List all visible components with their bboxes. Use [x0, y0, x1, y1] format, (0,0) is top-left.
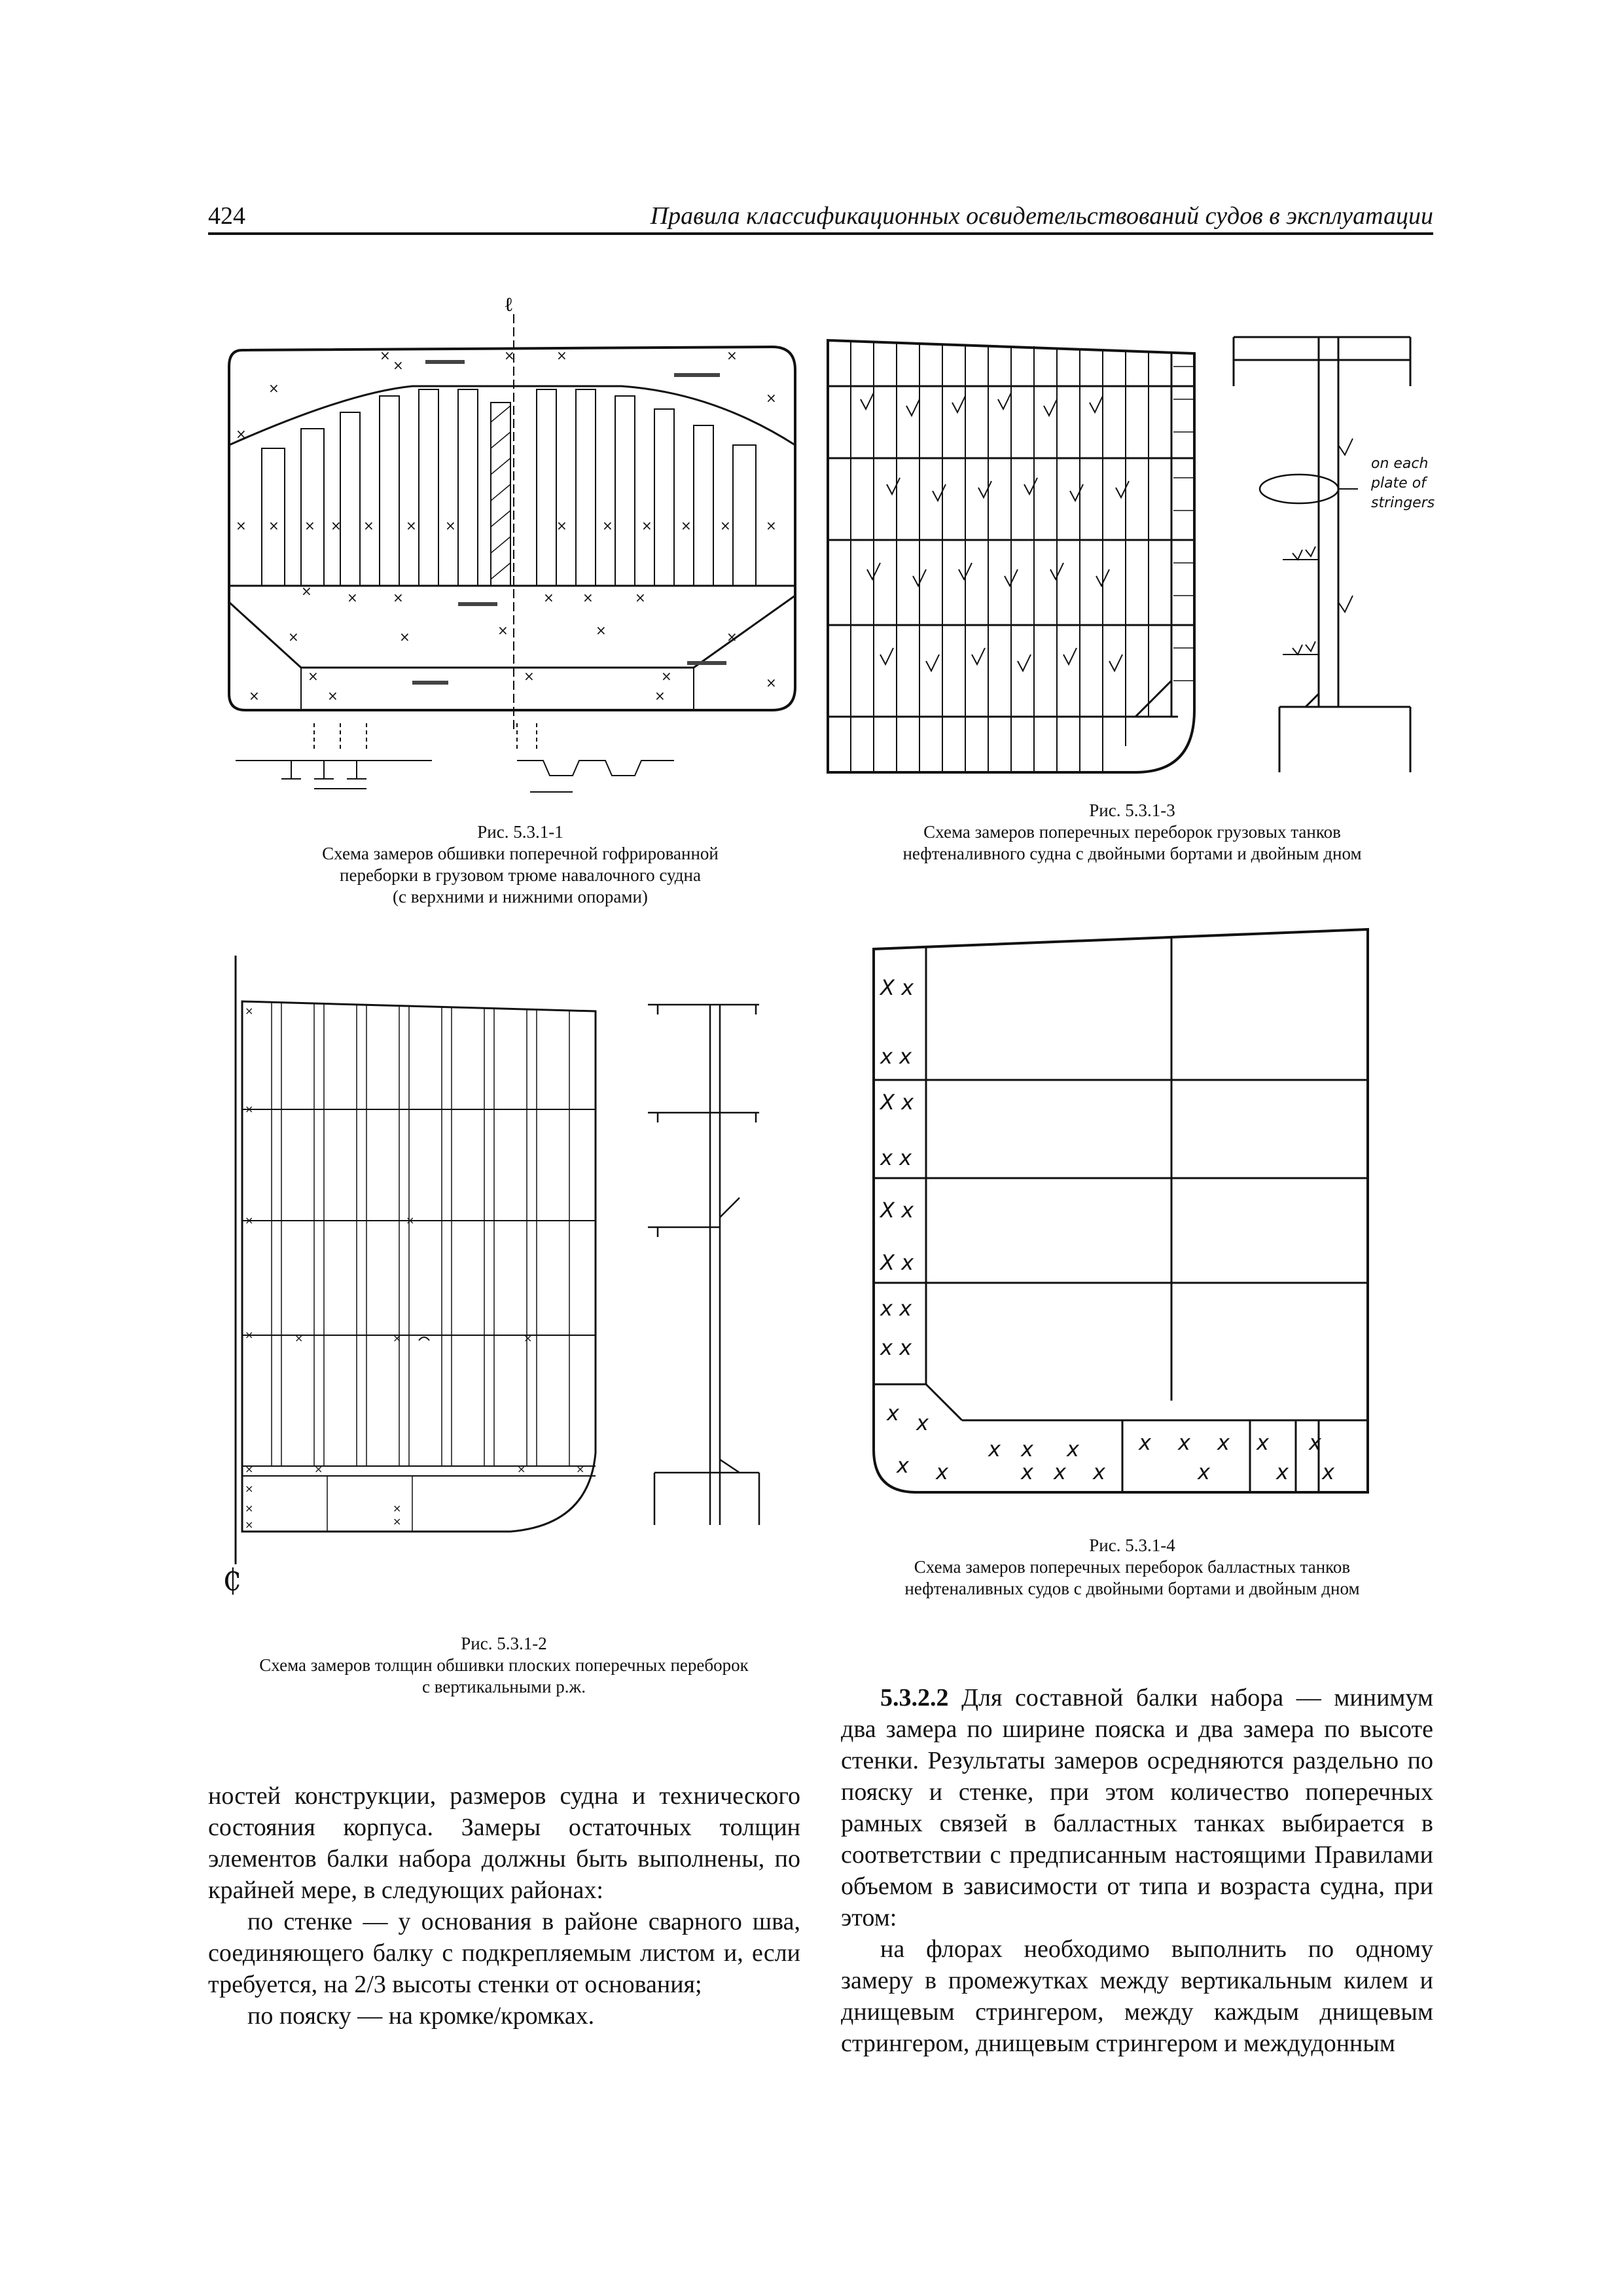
svg-text:×: × [641, 518, 652, 533]
svg-text:×: × [304, 518, 315, 533]
annotation-line: on each [1371, 456, 1429, 472]
svg-text:×: × [268, 518, 279, 533]
caption-line: Схема замеров толщин обшивки плоских поперечных переборок [259, 1655, 749, 1675]
svg-text:×: × [249, 688, 260, 704]
svg-text:×: × [766, 518, 777, 533]
svg-text:×: × [236, 426, 247, 442]
paragraph: по стенке — у основания в районе сварного шва, соединяющего балку с подкрепляемым листом и, если требуется, на 2/3 высоты стенки от основания; [208, 1908, 800, 1998]
svg-text:×: × [582, 590, 594, 605]
svg-text:×: × [236, 518, 247, 533]
svg-text:×: × [635, 590, 646, 605]
svg-text:Х х: Х х [880, 1198, 914, 1223]
svg-text:×: × [766, 390, 777, 406]
svg-text:×: × [393, 1332, 402, 1344]
svg-text:×: × [556, 518, 567, 533]
svg-text:×: × [363, 518, 374, 533]
caption-line: Схема замеров обшивки поперечной гофрированной [322, 844, 719, 863]
figure-5-3-1-4-caption [825, 1535, 1440, 1600]
figure-number: Рис. 5.3.1-1 [477, 822, 563, 842]
svg-text:х: х [916, 1410, 929, 1435]
figure-5-3-1-3 [821, 327, 1443, 785]
svg-text:×: × [654, 688, 666, 704]
svg-text:×: × [681, 518, 692, 533]
annotation-line: plate of [1371, 475, 1426, 492]
left-column-text [208, 1780, 800, 2032]
svg-text:х: х [1067, 1437, 1079, 1462]
svg-text:×: × [497, 622, 508, 638]
svg-text:Х х: Х х [880, 975, 914, 1000]
right-column-text [841, 1682, 1433, 2059]
caption-line: Схема замеров поперечных переборок грузовых танков [923, 822, 1341, 842]
svg-text:×: × [294, 1332, 304, 1344]
svg-text:×: × [406, 518, 417, 533]
paragraph: Для составной балки набора — минимум два замера по ширине пояска и два замера по высоте стенки. Результаты замеров осредняются раздельно по пояску и стенке, при этом количество поперечных рамных связей в балластных танках выбирается в соответствии с предписанным настоящими Правилами объемом в зависимости от типа и возраста судна, при этом: [841, 1684, 1433, 1931]
svg-text:×: × [576, 1463, 585, 1475]
svg-text:×: × [556, 348, 567, 363]
paragraph: по пояску — на кромке/кромках. [247, 2002, 595, 2030]
svg-text:х: х [897, 1453, 909, 1478]
svg-text:×: × [766, 675, 777, 691]
svg-text:×: × [245, 1103, 254, 1115]
svg-text:х: х [1093, 1460, 1105, 1484]
svg-text:×: × [399, 629, 410, 645]
svg-text:×: × [245, 1214, 254, 1227]
svg-text:Х х: Х х [880, 1250, 914, 1275]
svg-text:×: × [504, 348, 515, 363]
svg-text:×: × [524, 668, 535, 684]
caption-line: нефтеналивного судна с двойными бортами и двойным дном [902, 844, 1362, 863]
svg-text:×: × [347, 590, 358, 605]
svg-text:Х х: Х х [880, 1090, 914, 1115]
svg-text:х: х [1139, 1430, 1151, 1455]
figure-5-3-1-4 [864, 916, 1374, 1505]
svg-text:×: × [661, 668, 672, 684]
svg-text:×: × [314, 1463, 323, 1475]
svg-text:×: × [406, 1214, 415, 1227]
figure-5-3-1-2-caption [196, 1633, 812, 1698]
svg-text:×: × [726, 629, 738, 645]
annotation-line: stringers [1371, 495, 1435, 511]
svg-text:×: × [524, 1332, 533, 1344]
caption-line: (с верхними и нижними опорами) [393, 887, 648, 906]
svg-text:×: × [517, 1463, 526, 1475]
svg-text:×: × [543, 590, 554, 605]
svg-text:х: х [988, 1437, 1001, 1462]
figure-5-3-1-1-caption [216, 821, 825, 908]
svg-text:х х: х х [880, 1296, 912, 1321]
figure-number: Рис. 5.3.1-4 [1089, 1535, 1175, 1555]
svg-text:х: х [1276, 1460, 1289, 1484]
figure-5-3-1-1 [216, 288, 825, 805]
section-number: 5.3.2.2 [880, 1684, 949, 1712]
svg-text:х х: х х [880, 1335, 912, 1360]
svg-text:×: × [245, 1502, 254, 1515]
svg-text:х: х [1021, 1437, 1033, 1462]
svg-text:х: х [936, 1460, 948, 1484]
figure-5-3-1-2 [223, 949, 792, 1604]
svg-text:×: × [393, 1515, 402, 1528]
svg-text:×: × [268, 380, 279, 396]
svg-text:×: × [245, 1482, 254, 1495]
svg-text:х: х [887, 1401, 899, 1426]
svg-text:х: х [1257, 1430, 1269, 1455]
svg-text:×: × [596, 622, 607, 638]
figure-number: Рис. 5.3.1-2 [461, 1634, 547, 1653]
svg-text:×: × [301, 583, 312, 599]
svg-text:₵: ₵ [223, 1562, 242, 1598]
caption-line: с вертикальными р.ж. [422, 1677, 586, 1696]
svg-text:×: × [330, 518, 342, 533]
figure-5-3-1-3-caption [828, 800, 1436, 865]
svg-text:×: × [720, 518, 731, 533]
caption-line: переборки в грузовом трюме навалочного судна [340, 865, 701, 885]
svg-text:×: × [245, 1518, 254, 1531]
paragraph: ностей конструкции, размеров судна и технического состояния корпуса. Замеры остаточных толщин элементов балки набора должны быть выполнены, по крайней мере, в следующих районах: [208, 1782, 800, 1904]
svg-text:х: х [1217, 1430, 1230, 1455]
svg-text:х х: х х [880, 1044, 912, 1069]
svg-text:×: × [393, 590, 404, 605]
svg-text:×: × [245, 1463, 254, 1475]
svg-text:×: × [445, 518, 456, 533]
svg-text:ℓ: ℓ [504, 293, 514, 316]
header-rule [208, 232, 1433, 235]
svg-text:х: х [1178, 1430, 1190, 1455]
svg-text:×: × [726, 348, 738, 363]
svg-text:×: × [393, 1502, 402, 1515]
svg-text:×: × [245, 1005, 254, 1017]
svg-text:×: × [308, 668, 319, 684]
svg-text:х: х [1021, 1460, 1033, 1484]
svg-text:×: × [393, 357, 404, 373]
svg-text:х: х [1322, 1460, 1334, 1484]
svg-text:×: × [288, 629, 299, 645]
svg-text:х х: х х [880, 1145, 912, 1170]
paragraph: на флорах необходимо выполнить по одному замеру в промежутках между вертикальным килем и днищевым стрингером, между каждым днищевым стрингером, днищевым стрингером и междудонным [841, 1935, 1433, 2057]
caption-line: Схема замеров поперечных переборок балластных танков [914, 1557, 1351, 1577]
svg-text:х: х [1054, 1460, 1066, 1484]
svg-text:×: × [245, 1329, 254, 1341]
svg-text:х: х [1198, 1460, 1210, 1484]
svg-text:×: × [602, 518, 613, 533]
page-number: 424 [208, 202, 245, 230]
figure-number: Рис. 5.3.1-3 [1089, 800, 1175, 820]
caption-line: нефтеналивных судов с двойными бортами и двойным дном [904, 1579, 1360, 1598]
svg-text:×: × [380, 348, 391, 363]
svg-text:×: × [327, 688, 338, 704]
svg-text:х: х [1309, 1430, 1321, 1455]
running-title: Правила классификационных освидетельствований судов в эксплуатации [650, 202, 1433, 230]
